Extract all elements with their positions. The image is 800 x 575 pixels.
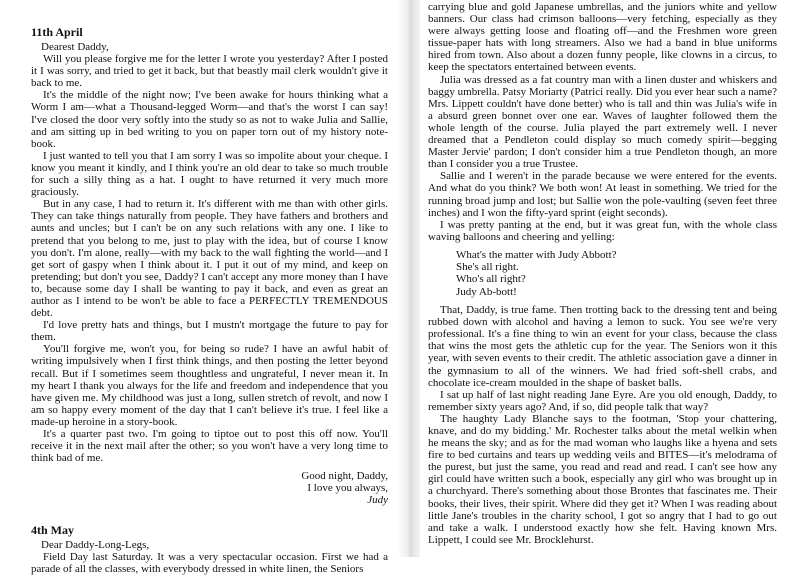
letter-paragraph: I was pretty panting at the end, but it was great fun, with the whole class waving balloons and cheering and yelling: xyxy=(428,218,777,243)
letter-paragraph: It's a quarter past two. I'm going to tiptoe out to post this off now. You'll receive it in the next mail after the other; so you won't have a very long time to think bad of me. xyxy=(31,428,388,465)
letter-salutation: Dear Daddy-Long-Legs, xyxy=(41,538,150,551)
verse-line: Judy Ab-bott! xyxy=(456,285,517,298)
closing-line: I love you always, xyxy=(307,482,388,495)
letter-paragraph: You'll forgive me, won't you, for being so rude? I have an awful habit of writing impulsively when I first think things, and then posting the letter beyond recall. But if I sometimes seem thoughtless and ungrateful, I never mean it. In my heart I thank you always for the life and freedom and independence that you have given me. My childhood was just a long, sullen stretch of revolt, and now I am so happy every moment of the day that I can't believe it's true. I feel like a made-up heroine in a story-book. xyxy=(31,343,388,428)
letter-paragraph: Field Day last Saturday. It was a very spectacular occasion. First we had a parade of all the classes, with everybody dressed in white linen, the Seniors xyxy=(31,550,388,575)
letter-salutation: Dearest Daddy, xyxy=(41,41,109,53)
letter-paragraph: I just wanted to tell you that I am sorry I was so impolite about your cheque. I know you meant it kindly, and I think you're an old dear to take so much trouble for such a silly thing as a hat. I ought to have returned it very much more graciously. xyxy=(31,149,388,199)
letter-paragraph: That, Daddy, is true fame. Then trotting back to the dressing tent and being rubbed down with alcohol and having a lemon to suck. You see we're very professional. It's a fine thing to win an event for your class, because the class that wins the most gets the athletic cup for the year. The Seniors won it this year, with seven events to their credit. The athletic association gave a dinner in the gymnasium to all of the winners. We had fried soft-shell crabs, and chocolate ice-cream moulded in the shape of basket balls. xyxy=(428,304,777,389)
entry-date-heading: 11th April xyxy=(31,25,83,39)
letter-paragraph: But in any case, I had to return it. It's different with me than with other girls. They can take things naturally from people. They have fathers and brothers and aunts and uncles; but I can't be on any such relations with any one. I like to pretend that you belong to me, just to play with the idea, but of course I know you don't. I'm alone, really—with my back to the wall fighting the world—and I get sort of gaspy when I think about it. I put it out of my mind, and keep on pretending; but don't you see, Daddy? I can't accept any more money than I have to, because some day I shall be wanting to pay it back, and even as great an author as I intend to be won't be able to face a PERFECTLY TREMENDOUS debt. xyxy=(31,198,388,320)
left-page xyxy=(31,0,388,575)
letter-paragraph: I'd love pretty hats and things, but I mustn't mortgage the future to pay for them. xyxy=(31,319,388,344)
letter-paragraph: I sat up half of last night reading Jane Eyre. Are you old enough, Daddy, to remember sixty years ago? And, if so, did people talk that way? xyxy=(428,388,777,413)
cheer-verse xyxy=(456,249,777,298)
letter-paragraph: It's the middle of the night now; I've been awake for hours thinking what a Worm I am—what a Thousand-legged Worm—and that's the worst I can say! I've closed the door very softly into the study so as not to wake Julia and Sallie, and am sitting up in bed writing to you on paper torn out of my history note-book. xyxy=(31,89,388,150)
letter-paragraph: Will you please forgive me for the letter I wrote you yesterday? After I posted it I was sorry, and tried to get it back, but that beastly mail clerk wouldn't give it back to me. xyxy=(31,53,388,90)
letter-paragraph: The haughty Lady Blanche says to the footman, 'Stop your chattering, knave, and do my bidding.' Mr. Rochester talks about the metal welkin when he means the sky; and as for the mad woman who laughs like a hyena and sets fire to bed curtains and tears up wedding veils and BITES—it's melodrama of the purest, but just the same, you read and read and read. I can't see how any girl could have written such a book, especially any girl who was brought up in a churchyard. There's something about those Brontes that fascinates me. Their books, their lives, their spirit. Where did they get it? When I was reading about little Jane's troubles in the charity school, I got so angry that I had to go out and take a walk. I understood exactly how she felt. Having known Mrs. Lippett, I could see Mr. Brocklehurst. xyxy=(428,412,777,546)
letter-closing xyxy=(31,470,388,506)
book-gutter xyxy=(398,0,420,557)
letter-paragraph-continued: carrying blue and gold Japanese umbrellas, and the juniors white and yellow banners. Our class had crimson balloons—very fetching, especially as they were always getting loose and floating off—and the Freshmen wore green tissue-paper hats with long streamers. Also we had a band in blue uniforms hired from town. Also about a dozen funny people, like clowns in a circus, to keep the spectators entertained between events. xyxy=(428,1,777,74)
right-page xyxy=(428,0,777,557)
verse-line: Who's all right? xyxy=(456,273,526,286)
entry-date-heading: 4th May xyxy=(31,522,74,537)
verse-line: She's all right. xyxy=(456,261,519,274)
closing-line: Good night, Daddy, xyxy=(301,470,388,483)
letter-paragraph: Julia was dressed as a fat country man with a linen duster and whiskers and baggy umbrella. Patsy Moriarty (Patrici really. Did you ever hear such a name? Mrs. Lippett couldn't have done better) who is tall and thin was Julia's wife in a absurd green bonnet over one ear. Waves of laughter followed them the whole length of the course. Julia played the part extremely well. I never dreamed that a Pendleton could display so much comedy spirit—begging Master Jervie' pardon; I don't consider him a true Pendleton though, an more than I consider you a true Trustee. xyxy=(428,73,777,171)
signature: Judy xyxy=(367,494,388,507)
verse-line: What's the matter with Judy Abbott? xyxy=(456,248,617,261)
letter-paragraph: Sallie and I weren't in the parade because we were entered for the events. And what do you think? We both won! At least in something. We tried for the running broad jump and lost; but Sallie won the pole-vaulting (seven feet three inches) and I won the fifty-yard sprint (eight seconds). xyxy=(428,170,777,219)
